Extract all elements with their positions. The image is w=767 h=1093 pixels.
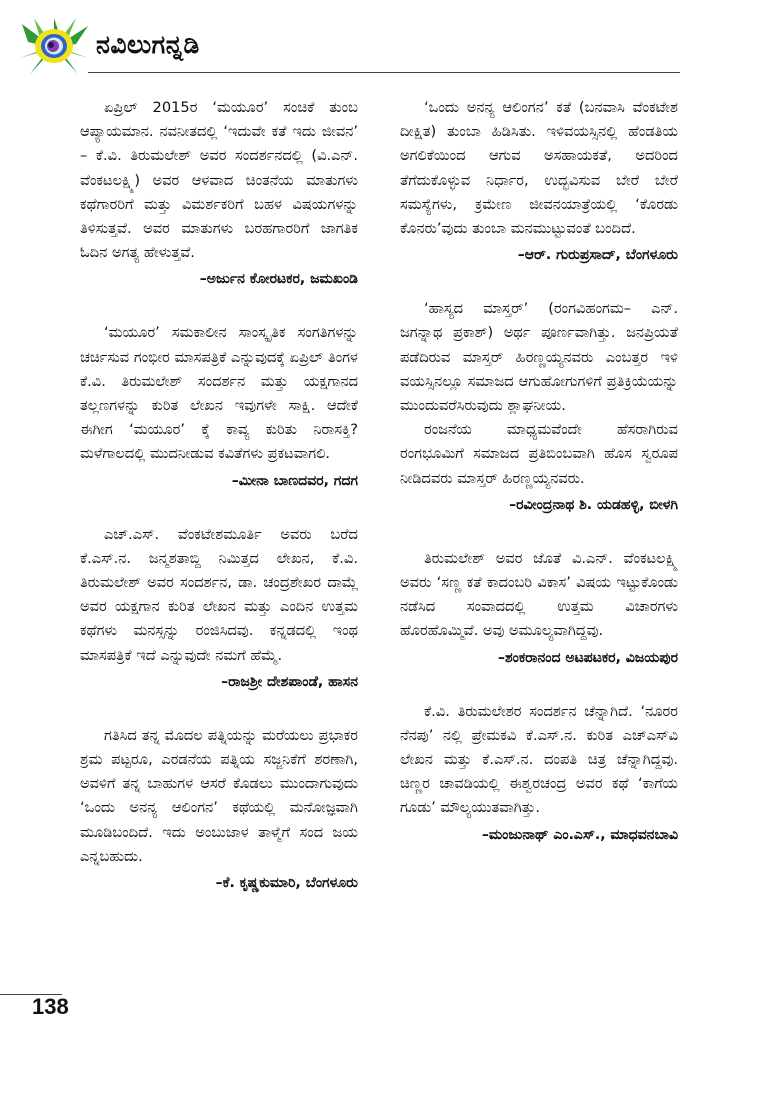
page-header <box>20 18 680 76</box>
reader-letter <box>80 321 358 492</box>
reader-letter <box>80 724 358 895</box>
letter-body: ‘ಹಾಸ್ಯದ ಮಾಸ್ತರ್’ (ರಂಗವಿಹಂಗಮ– ಎನ್. ಜಗನ್ನಾಥ ಪ್ರಕಾಶ್) ಅರ್ಥ ಪೂರ್ಣವಾಗಿತ್ತು. ಜನಪ್ರಿಯತೆ ಪಡೆದಿರುವ ಮಾಸ್ತರ್ ಹಿರಣ್ಣಯ್ಯನವರು ಎಂಬತ್ತರ ಇಳಿ ವಯಸ್ಸಿನಲ್ಲೂ ಸಮಾಜದ ಆಗುಹೋಗುಗಳಿಗೆ ಪ್ರತಿಕ್ರಿಯೆಯನ್ನು ಮುಂದುವರೆಸಿರುವುದು ಶ್ಲಾಘನೀಯ. <box>400 300 678 415</box>
letter-body: ಎಚ್.ಎಸ್. ವೆಂಕಟೇಶಮೂರ್ತಿ ಅವರು ಬರೆದ ಕೆ.ಎಸ್.ನ. ಜನ್ಮಶತಾಬ್ದಿ ನಿಮಿತ್ತದ ಲೇಖನ, ಕೆ.ವಿ. ತಿರುಮಲೇಶ್ ಅವರ ಸಂದರ್ಶನ, ಡಾ. ಚಂದ್ರಶೇಖರ ದಾಮ್ಲೆ ಅವರ ಯಕ್ಷಗಾನ ಕುರಿತ ಲೇಖನ ಮತ್ತು ಎಂದಿನ ಉತ್ತಮ ಕಥೆಗಳು ಮನಸ್ಸನ್ನು ರಂಜಿಸಿದವು. ಕನ್ನಡದಲ್ಲಿ ಇಂಥ ಮಾಸಪತ್ರಿಕೆ ಇದೆ ಎನ್ನುವುದೇ ನಮಗೆ ಹೆಮ್ಮೆ. <box>80 525 358 664</box>
letter-signature: –ಮಂಜುನಾಥ್ ಎಂ.ಎಸ್., ಮಾಧವನಬಾವಿ <box>481 826 678 843</box>
reader-letter <box>400 297 678 517</box>
letter-body: ಕೆ.ವಿ. ತಿರುಮಲೇಶರ ಸಂದರ್ಶನ ಚೆನ್ನಾಗಿದೆ. ‘ನೂರರ ನೆನಪು’ ನಲ್ಲಿ ಪ್ರೇಮಕವಿ ಕೆ.ಎಸ್.ನ. ಕುರಿತ ಎಚ್‌ಎಸ್‌ವಿ ಲೇಖನ ಮತ್ತು ಕೆ.ಎಸ್.ನ. ದಂಪತಿ ಚಿತ್ರ ಚೆನ್ನಾಗಿದ್ದವು. ಚಿಣ್ಣರ ಚಾವಡಿಯಲ್ಲಿ ಈಶ್ವರಚಂದ್ರ ಅವರ ಕಥೆ ‘ಕಾಗೆಯ ಗೂಡು’ ಮೌಲ್ಯಯುತವಾಗಿತ್ತು. <box>400 702 678 817</box>
peacock-feather-logo <box>20 18 88 76</box>
letter-body: ತಿರುಮಲೇಶ್ ಅವರ ಜೊತೆ ವಿ.ಎನ್. ವೆಂಕಟಲಕ್ಷ್ಮಿ ಅವರು ‘ಸಣ್ಣ ಕತೆ ಕಾದಂಬರಿ ವಿಕಾಸ’ ವಿಷಯ ಇಟ್ಟುಕೊಂಡು ನಡೆಸಿದ ಸಂವಾದದಲ್ಲಿ ಉತ್ತಮ ವಿಚಾರಗಳು ಹೊರಹೊಮ್ಮಿವೆ. ಅವು ಅಮೂಲ್ಯವಾಗಿದ್ದವು. <box>400 549 678 640</box>
letter-signature: –ಶಂಕರಾನಂದ ಅಟಪಟಕರ, ವಿಜಯಪುರ <box>497 649 678 666</box>
right-column <box>400 96 678 877</box>
reader-letter <box>400 547 678 670</box>
letter-signature: –ಆರ್. ಗುರುಪ್ರಸಾದ್, ಬೆಂಗಳೂರು <box>517 247 678 264</box>
reader-letter <box>400 96 678 267</box>
letter-signature: –ಕೆ. ಕೃಷ್ಣಕುಮಾರಿ, ಬೆಂಗಳೂರು <box>215 875 358 892</box>
page-number: 138 <box>32 994 69 1019</box>
reader-letter <box>80 523 358 694</box>
header-divider <box>88 72 680 73</box>
letter-signature: –ರವೀಂದ್ರನಾಥ ಶಿ. ಯಡಹಳ್ಳಿ, ಬೀಳಗಿ <box>509 496 678 513</box>
letter-signature: –ಮೀನಾ ಬಾಣದವರ, ಗದಗ <box>231 472 358 489</box>
letter-body: ಗತಿಸಿದ ತನ್ನ ಮೊದಲ ಪತ್ನಿಯನ್ನು ಮರೆಯಲು ಪ್ರಭಾಕರ ಶ್ರಮ ಪಟ್ಟರೂ, ಎರಡನೆಯ ಪತ್ನಿಯ ಸಜ್ಜನಿಕೆಗೆ ಶರಣಾಗಿ, ಅವಳಿಗೆ ತನ್ನ ಬಾಹುಗಳ ಆಸರೆ ಕೊಡಲು ಮುಂದಾಗುವುದು ‘ಒಂದು ಅನನ್ಯ ಆಲಿಂಗನ’ ಕಥೆಯಲ್ಲಿ ಮನೋಜ್ಞವಾಗಿ ಮೂಡಿಬಂದಿದೆ. ಇದು ಅಂಬುಜಾಳ ತಾಳ್ಮೆಗೆ ಸಂದ ಜಯ ಎನ್ನಬಹುದು. <box>80 726 358 865</box>
reader-letter <box>400 700 678 847</box>
letter-signature: –ಅರ್ಜುನ ಕೋರಟಕರ, ಜಮಖಂಡಿ <box>199 271 358 288</box>
letter-body: ‘ಒಂದು ಅನನ್ಯ ಆಲಿಂಗನ’ ಕತೆ (ಬನವಾಸಿ ವೆಂಕಟೇಶ ದೀಕ್ಷಿತ) ತುಂಬಾ ಹಿಡಿಸಿತು. ಇಳಿವಯಸ್ಸಿನಲ್ಲಿ ಹೆಂಡತಿಯ ಅಗಲಿಕೆಯಿಂದ ಆಗುವ ಅಸಹಾಯಕತೆ, ಅದರಿಂದ ತೆಗೆದುಕೊಳ್ಳುವ ನಿರ್ಧಾರ, ಉದ್ಭವಿಸುವ ಬೇರೆ ಬೇರೆ ಸಮಸ್ಯೆಗಳು, ಕ್ರಮೇಣ ಜೀವನಯಾತ್ರೆಯಲ್ಲಿ ‘ಕೊರಡು ಕೊನರು’ವುದು ತುಂಬಾ ಮನಮುಟ್ಟುವಂತೆ ಬಂದಿದೆ. <box>400 99 678 238</box>
letter-body: ಏಪ್ರಿಲ್ 2015ರ ‘ಮಯೂರ’ ಸಂಚಿಕೆ ತುಂಬ ಆಪ್ಯಾಯಮಾನ. ನವನೀತದಲ್ಲಿ ‘ಇದುವೇ ಕತೆ ಇದು ಜೀವನ’ – ಕೆ.ವಿ. ತಿರುಮಲೇಶ್ ಅವರ ಸಂದರ್ಶನದಲ್ಲಿ (ವಿ.ಎನ್. ವೆಂಕಟಲಕ್ಷ್ಮಿ) ಅವರ ಆಳವಾದ ಚಿಂತನೆಯ ಮಾತುಗಳು ಕಥೆಗಾರರಿಗೆ ಮತ್ತು ವಿಮರ್ಶಕರಿಗೆ ಬಹಳ ವಿಷಯಗಳನ್ನು ತಿಳಿಸುತ್ತವೆ. ಅವರ ಮಾತುಗಳು ಬರಹಗಾರರಿಗೆ ಜಾಗತಿಕ ಓದಿನ ಅಗತ್ಯ ಹೇಳುತ್ತವೆ. <box>80 99 358 262</box>
left-column <box>80 96 358 925</box>
reader-letter <box>80 96 358 291</box>
letter-signature: –ರಾಜಶ್ರೀ ದೇಶಪಾಂಡೆ, ಹಾಸನ <box>221 673 358 690</box>
letter-body: ರಂಜನೆಯ ಮಾಧ್ಯಮವೆಂದೇ ಹೆಸರಾಗಿರುವ ರಂಗಭೂಮಿಗೆ ಸಮಾಜದ ಪ್ರತಿಬಿಂಬವಾಗಿ ಹೊಸ ಸ್ವರೂಪ ನೀಡಿದವರು ಮಾಸ್ತರ್ ಹಿರಣ್ಣಯ್ಯನವರು. <box>400 421 678 487</box>
letter-body: ‘ಮಯೂರ’ ಸಮಕಾಲೀನ ಸಾಂಸ್ಕೃತಿಕ ಸಂಗತಿಗಳನ್ನು ಚರ್ಚಿಸುವ ಗಂಭೀರ ಮಾಸಪತ್ರಿಕೆ ಎನ್ನುವುದಕ್ಕೆ ಏಪ್ರಿಲ್ ತಿಂಗಳ ಕೆ.ವಿ. ತಿರುಮಲೇಶ್ ಸಂದರ್ಶನ ಮತ್ತು ಯಕ್ಷಗಾನದ ತಲ್ಲಣಗಳನ್ನು ಕುರಿತ ಲೇಖನ ಇವುಗಳೇ ಸಾಕ್ಷಿ. ಆದೇಕೆ ಈಗೀಗ ‘ಮಯೂರ’ ಕ್ಕೆ ಕಾವ್ಯ ಕುರಿತು ನಿರಾಸಕ್ತಿ? ಮಳೆಗಾಲದಲ್ಲಿ ಮುದನೀಡುವ ಕವಿತೆಗಳು ಪ್ರಕಟವಾಗಲಿ. <box>80 324 358 463</box>
magazine-name: ನವಿಲುಗನ್ನಡಿ <box>96 30 200 59</box>
